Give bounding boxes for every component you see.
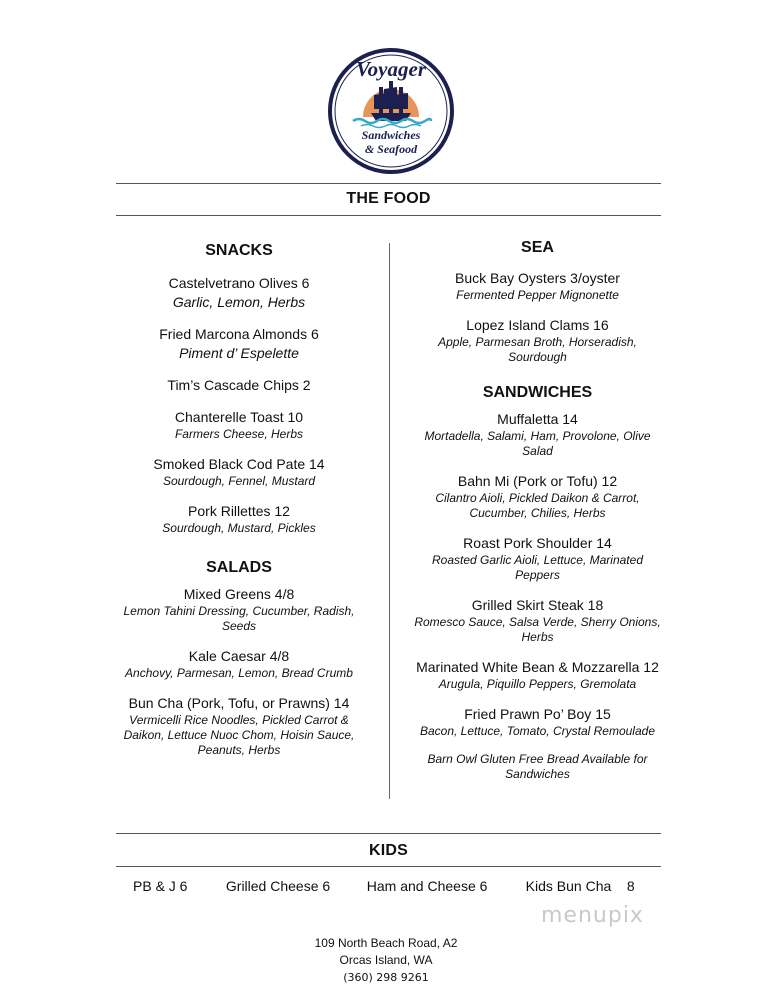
menu-item <box>115 647 363 681</box>
gluten-free-note: Barn Owl Gluten Free Bread Available for Sandwiches <box>427 752 648 781</box>
item-name: Buck Bay Oysters 3/oyster <box>455 270 620 286</box>
menu-item <box>410 316 665 365</box>
menu-item <box>115 274 363 312</box>
item-desc: Fermented Pepper Mignonette <box>456 288 619 302</box>
kids-item: Ham and Cheese 6 <box>366 878 488 894</box>
address-line2: Orcas Island, WA <box>339 953 433 967</box>
item-desc: Lemon Tahini Dressing, Cucumber, Radish, Seeds <box>123 604 355 633</box>
item-desc: Sourdough, Fennel, Mustard <box>162 474 316 488</box>
item-name: Castelvetrano Olives 6 <box>168 275 310 291</box>
menu-item <box>410 534 665 583</box>
kids-item: PB & J 6 <box>133 878 188 894</box>
item-desc: Bacon, Lettuce, Tomato, Crystal Remoulade <box>419 724 655 738</box>
voyager-logo <box>327 47 455 175</box>
sea-title: SEA <box>521 239 554 256</box>
watermark: menupix <box>541 903 644 928</box>
menu-item <box>410 472 665 521</box>
item-desc: Arugula, Piquillo Peppers, Gremolata <box>438 677 637 691</box>
item-name: Mixed Greens 4/8 <box>183 586 295 602</box>
logo-line1: Sandwiches <box>361 128 421 142</box>
menu-item <box>115 408 363 442</box>
item-desc: Cilantro Aioli, Pickled Daikon & Carrot, Cucumber, Chilies, Herbs <box>435 491 640 520</box>
item-name: Bahn Mi (Pork or Tofu) 12 <box>457 473 618 489</box>
item-name: Tim’s Cascade Chips 2 <box>167 377 311 393</box>
column-divider <box>389 243 390 799</box>
item-desc: Farmers Cheese, Herbs <box>174 427 304 441</box>
item-name: Smoked Black Cod Pate 14 <box>153 456 325 472</box>
menu-item <box>115 585 363 634</box>
item-desc: Anchovy, Parmesan, Lemon, Bread Crumb <box>125 666 353 680</box>
menu-item <box>115 376 363 395</box>
header-bottom-rule <box>116 215 661 216</box>
item-desc: Garlic, Lemon, Herbs <box>172 294 306 310</box>
page-title: THE FOOD <box>346 190 431 207</box>
menu-item <box>115 694 363 758</box>
menu-item <box>115 325 363 363</box>
kids-item: Kids Bun Cha 8 <box>525 878 635 894</box>
item-name: Fried Marcona Almonds 6 <box>159 326 319 342</box>
item-desc: Vermicelli Rice Noodles, Pickled Carrot & Daikon, Lettuce Nuoc Chom, Hoisin Sauce, Peanuts, Herbs <box>123 713 355 757</box>
header-top-rule <box>116 183 661 184</box>
item-desc: Romesco Sauce, Salsa Verde, Sherry Onions, Herbs <box>414 615 661 644</box>
kids-items <box>133 878 635 894</box>
item-name: Pork Rillettes 12 <box>188 503 290 519</box>
item-name: Chanterelle Toast 10 <box>174 409 304 425</box>
item-name: Lopez Island Clams 16 <box>466 317 609 333</box>
logo-line2: & Seafood <box>364 142 418 156</box>
item-desc: Piment d’ Espelette <box>179 345 299 361</box>
item-name: Kale Caesar 4/8 <box>188 648 290 664</box>
item-name: Grilled Skirt Steak 18 <box>471 597 604 613</box>
salads-title: SALADS <box>206 559 272 576</box>
item-desc: Roasted Garlic Aioli, Lettuce, Marinated Peppers <box>432 553 643 582</box>
item-desc: Mortadella, Salami, Ham, Provolone, Olive Salad <box>424 429 651 458</box>
left-column <box>115 242 363 771</box>
item-name: Roast Pork Shoulder 14 <box>463 535 612 551</box>
menu-item <box>410 269 665 303</box>
menu-item <box>115 502 363 536</box>
logo-name: Voyager <box>356 57 426 81</box>
kids-title: KIDS <box>368 842 409 859</box>
item-name: Marinated White Bean & Mozzarella 12 <box>416 659 659 675</box>
menu-item <box>410 596 665 645</box>
menu-item <box>410 705 665 739</box>
menu-item <box>410 658 665 692</box>
item-name: Fried Prawn Po’ Boy 15 <box>464 706 611 722</box>
item-name: Muffaletta 14 <box>497 411 578 427</box>
menu-item <box>115 455 363 489</box>
address-line1: 109 North Beach Road, A2 <box>314 936 458 950</box>
snacks-title: SNACKS <box>205 242 273 259</box>
sandwiches-title: SANDWICHES <box>482 384 593 401</box>
menu-item <box>410 410 665 459</box>
right-column <box>410 239 665 782</box>
item-name: Bun Cha (Pork, Tofu, or Prawns) 14 <box>128 695 350 711</box>
footer-address <box>236 935 536 986</box>
kids-item: Grilled Cheese 6 <box>225 878 331 894</box>
kids-top-rule <box>116 833 661 834</box>
kids-bottom-rule <box>116 866 661 867</box>
item-desc: Apple, Parmesan Broth, Horseradish, Sourdough <box>438 335 637 364</box>
item-desc: Sourdough, Mustard, Pickles <box>162 521 316 535</box>
phone-number: (360) 298 9261 <box>343 971 429 984</box>
